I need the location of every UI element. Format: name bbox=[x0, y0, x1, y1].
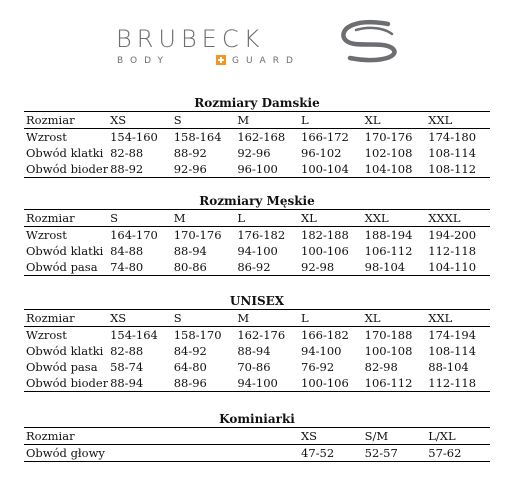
table-cell: XS bbox=[108, 310, 172, 327]
table-cell: 170-188 bbox=[364, 328, 413, 342]
table-cell: S bbox=[108, 210, 172, 227]
table-cell: Wzrost bbox=[26, 130, 67, 144]
brand-swoosh-icon bbox=[343, 22, 394, 60]
table-cell: Obwód pasa bbox=[24, 259, 108, 276]
table-cell: Rozmiar bbox=[24, 112, 108, 129]
table-cell: 88-94 bbox=[173, 244, 207, 258]
table-row bbox=[24, 327, 490, 344]
table-cell: M bbox=[172, 210, 236, 227]
table-cell: 108-114 bbox=[428, 146, 477, 160]
table-cell: Obwód klatki bbox=[26, 244, 104, 258]
table-cell: 76-92 bbox=[301, 360, 335, 374]
table-cell: 98-104 bbox=[363, 259, 427, 276]
table-cell: 112-118 bbox=[428, 244, 477, 258]
table-cell: 94-100 bbox=[235, 375, 299, 392]
table-cell: Obwód głowy bbox=[24, 445, 108, 462]
table-header-row bbox=[24, 112, 490, 129]
table-cell bbox=[172, 445, 236, 462]
table-cell: Obwód pasa bbox=[26, 360, 98, 374]
table-cell: 94-100 bbox=[301, 344, 342, 358]
table-cell: XXXL bbox=[426, 210, 490, 227]
table-cell: Obwód klatki bbox=[26, 344, 104, 358]
table-cell: XL bbox=[299, 210, 363, 227]
table-cell: 170-176 bbox=[173, 228, 222, 242]
table-cell: M bbox=[235, 112, 299, 129]
table-cell: 194-200 bbox=[428, 228, 477, 242]
table-cell: Rozmiar bbox=[24, 428, 108, 445]
table-cell: 100-106 bbox=[301, 244, 349, 258]
table-cell: 106-112 bbox=[364, 244, 413, 258]
table-header-row bbox=[24, 210, 490, 227]
table-row bbox=[24, 343, 490, 359]
table-header-row bbox=[24, 428, 490, 445]
size-table bbox=[24, 209, 490, 276]
table-cell: 174-180 bbox=[428, 130, 477, 144]
table-cell: Rozmiar bbox=[24, 310, 108, 327]
table-cell: 182-188 bbox=[301, 228, 349, 242]
table-cell: 102-108 bbox=[364, 146, 413, 160]
table-cell: Rozmiar bbox=[24, 210, 108, 227]
table-cell: 70-86 bbox=[237, 360, 271, 374]
size-table bbox=[24, 427, 490, 462]
table-cell: 88-92 bbox=[173, 146, 207, 160]
table-cell: 100-104 bbox=[299, 161, 363, 178]
table-cell: 64-80 bbox=[173, 360, 207, 374]
table-cell: L/XL bbox=[426, 428, 490, 445]
table-cell: 82-88 bbox=[110, 146, 144, 160]
table-cell: 92-96 bbox=[172, 161, 236, 178]
table-cell: 166-172 bbox=[301, 130, 349, 144]
size-section-unisex bbox=[24, 294, 490, 392]
table-cell: 96-102 bbox=[301, 146, 342, 160]
section-title: Rozmiary Damskie bbox=[194, 96, 320, 110]
table-cell: 52-57 bbox=[363, 445, 427, 462]
table-cell: 74-80 bbox=[108, 259, 172, 276]
table-cell: 154-160 bbox=[110, 130, 158, 144]
table-row bbox=[24, 445, 490, 462]
table-cell: 82-98 bbox=[364, 360, 398, 374]
table-row bbox=[24, 243, 490, 259]
table-cell: Wzrost bbox=[26, 328, 67, 342]
size-section-women bbox=[24, 96, 490, 178]
table-cell bbox=[172, 428, 236, 445]
table-cell: 96-100 bbox=[235, 161, 299, 178]
table-header-row bbox=[24, 310, 490, 327]
table-cell: 100-106 bbox=[299, 375, 363, 392]
table-cell: 94-100 bbox=[237, 244, 278, 258]
table-cell: XL bbox=[363, 310, 427, 327]
table-cell: 88-92 bbox=[108, 161, 172, 178]
table-cell bbox=[108, 428, 172, 445]
table-cell: S bbox=[172, 310, 236, 327]
table-cell: 104-108 bbox=[363, 161, 427, 178]
size-section-balaclavas bbox=[24, 412, 490, 462]
table-cell: S/M bbox=[363, 428, 427, 445]
table-cell: 154-164 bbox=[110, 328, 158, 342]
brand-tagline-right: GUARD bbox=[232, 56, 300, 66]
table-cell: M bbox=[235, 310, 299, 327]
table-cell: 176-182 bbox=[237, 228, 286, 242]
table-cell: 166-182 bbox=[301, 328, 349, 342]
table-cell: XXL bbox=[426, 310, 490, 327]
table-cell: 162-176 bbox=[237, 328, 286, 342]
table-row bbox=[24, 145, 490, 161]
table-cell: Obwód klatki bbox=[26, 146, 104, 160]
table-cell: 82-88 bbox=[110, 344, 144, 358]
table-cell: 112-118 bbox=[426, 375, 490, 392]
table-row bbox=[24, 375, 490, 392]
table-cell: XS bbox=[108, 112, 172, 129]
table-cell: 92-98 bbox=[299, 259, 363, 276]
brand-tagline-left: BODY bbox=[117, 56, 171, 66]
table-row bbox=[24, 259, 490, 276]
table-cell: 80-86 bbox=[172, 259, 236, 276]
table-cell bbox=[108, 445, 172, 462]
table-cell: 174-194 bbox=[428, 328, 477, 342]
table-cell: 188-194 bbox=[364, 228, 413, 242]
section-title: UNISEX bbox=[229, 294, 285, 308]
table-cell: 88-96 bbox=[172, 375, 236, 392]
table-cell: 57-62 bbox=[426, 445, 490, 462]
section-title: Kominiarki bbox=[219, 412, 295, 426]
size-table bbox=[24, 111, 490, 178]
table-cell: 92-96 bbox=[237, 146, 271, 160]
size-table bbox=[24, 309, 490, 392]
brand-logo bbox=[0, 0, 512, 80]
table-cell: L bbox=[299, 310, 363, 327]
table-cell: 170-176 bbox=[364, 130, 413, 144]
table-cell: XXL bbox=[363, 210, 427, 227]
table-cell: 162-168 bbox=[237, 130, 286, 144]
table-cell: Wzrost bbox=[26, 228, 67, 242]
table-row bbox=[24, 161, 490, 178]
table-cell: XXL bbox=[426, 112, 490, 129]
table-row bbox=[24, 129, 490, 146]
table-cell: 108-114 bbox=[428, 344, 477, 358]
table-cell: 88-94 bbox=[108, 375, 172, 392]
table-cell: 88-94 bbox=[237, 344, 271, 358]
table-cell: XL bbox=[363, 112, 427, 129]
table-cell: 106-112 bbox=[363, 375, 427, 392]
table-cell: 164-170 bbox=[110, 228, 158, 242]
table-cell: 108-112 bbox=[426, 161, 490, 178]
table-row bbox=[24, 359, 490, 375]
section-title: Rozmiary Męskie bbox=[199, 194, 315, 208]
table-cell: 84-88 bbox=[110, 244, 144, 258]
table-row bbox=[24, 227, 490, 244]
table-cell: 100-108 bbox=[364, 344, 413, 358]
brand-name: BRUBECK bbox=[116, 25, 265, 53]
table-cell: Obwód bioder bbox=[26, 376, 109, 390]
table-cell: 58-74 bbox=[110, 360, 144, 374]
table-cell: XS bbox=[299, 428, 363, 445]
table-cell: L bbox=[299, 112, 363, 129]
table-cell: 84-92 bbox=[173, 344, 207, 358]
table-cell: 88-104 bbox=[428, 360, 469, 374]
table-cell: 158-170 bbox=[173, 328, 222, 342]
table-cell: S bbox=[172, 112, 236, 129]
table-cell: L bbox=[235, 210, 299, 227]
table-cell: 104-110 bbox=[426, 259, 490, 276]
table-cell: 47-52 bbox=[299, 445, 363, 462]
table-cell: 158-164 bbox=[173, 130, 222, 144]
table-cell: 86-92 bbox=[235, 259, 299, 276]
table-cell bbox=[235, 428, 299, 445]
table-cell: Obwód bioder bbox=[26, 162, 109, 176]
table-cell bbox=[235, 445, 299, 462]
size-section-men bbox=[24, 194, 490, 276]
